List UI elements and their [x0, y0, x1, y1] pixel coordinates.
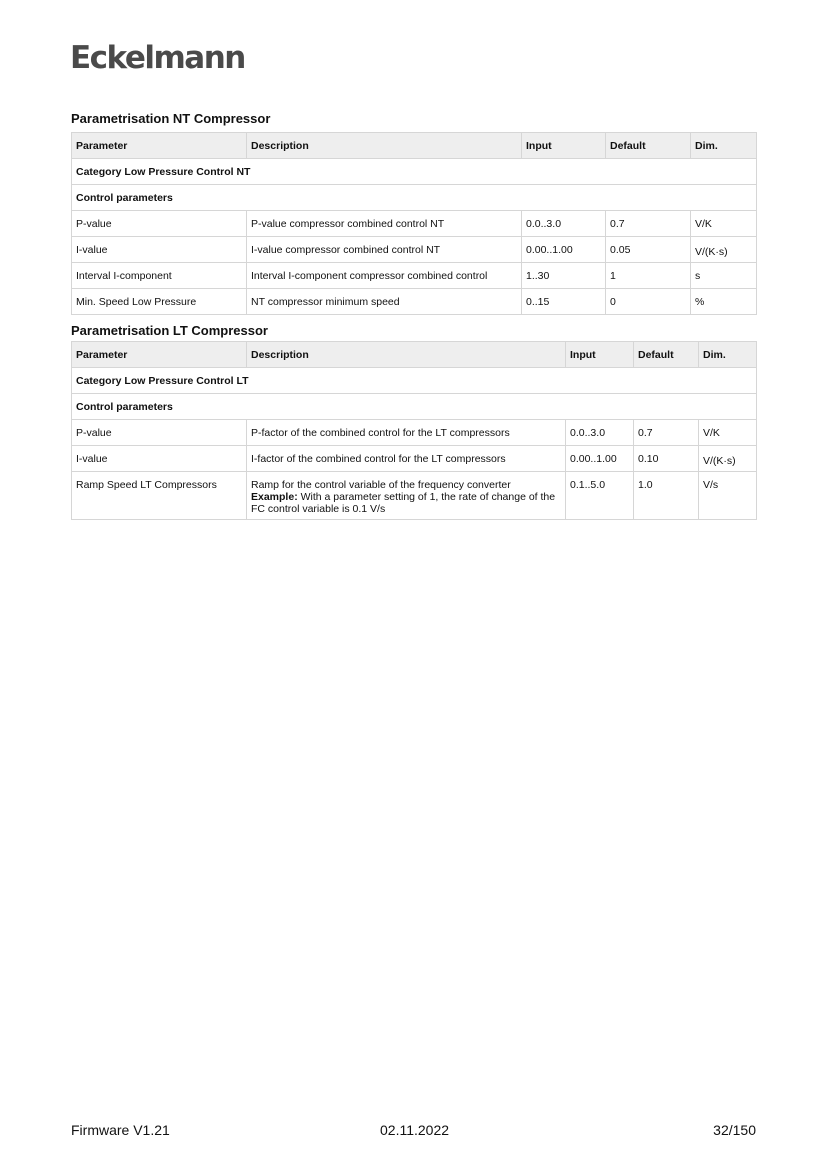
table-row: [72, 472, 757, 520]
cell-dim: V/K: [699, 420, 757, 446]
cell-input: 0.0..3.0: [566, 420, 634, 446]
cell-dim: V/K: [691, 211, 757, 237]
table-header-row: [72, 342, 757, 368]
column-header-default: Default: [606, 133, 691, 159]
footer-page-number: 32/150: [713, 1122, 756, 1138]
column-header-input: Input: [522, 133, 606, 159]
cell-parameter: I-value: [72, 237, 247, 263]
cell-parameter: Min. Speed Low Pressure: [72, 289, 247, 315]
table-row: [72, 446, 757, 472]
footer-date: 02.11.2022: [380, 1122, 450, 1138]
cell-description: P-value compressor combined control NT: [247, 211, 522, 237]
nt-section-title: Parametrisation NT Compressor: [71, 111, 271, 126]
cell-dim: V/(K·s): [699, 446, 757, 472]
subcategory-row: [72, 394, 757, 420]
cell-description: I-value compressor combined control NT: [247, 237, 522, 263]
lt-parameter-table: [71, 341, 757, 520]
cell-dim: V/(K·s): [691, 237, 757, 263]
cell-dim: V/s: [699, 472, 757, 520]
footer-firmware: Firmware V1.21: [71, 1122, 170, 1138]
cell-input: 0.00..1.00: [566, 446, 634, 472]
cell-parameter: P-value: [72, 420, 247, 446]
cell-description: NT compressor minimum speed: [247, 289, 522, 315]
category-label: Category Low Pressure Control LT: [72, 368, 757, 394]
cell-default: 0.7: [634, 420, 699, 446]
category-row: [72, 368, 757, 394]
column-header-input: Input: [566, 342, 634, 368]
subcategory-row: [72, 185, 757, 211]
cell-description: [247, 472, 566, 520]
column-header-dim: Dim.: [699, 342, 757, 368]
example-label: Example:: [251, 491, 298, 503]
table-row: [72, 211, 757, 237]
example-text: With a parameter setting of 1, the rate of change of the FC control variable is 0.1 V/s: [251, 491, 556, 515]
column-header-description: Description: [247, 133, 522, 159]
subcategory-label: Control parameters: [72, 394, 757, 420]
column-header-description: Description: [247, 342, 566, 368]
cell-default: 0.05: [606, 237, 691, 263]
cell-parameter: I-value: [72, 446, 247, 472]
cell-input: 0.0..3.0: [522, 211, 606, 237]
cell-description: P-factor of the combined control for the LT compressors: [247, 420, 566, 446]
nt-parameter-table: [71, 132, 757, 315]
column-header-parameter: Parameter: [72, 133, 247, 159]
company-logo: Eckelmann: [70, 40, 245, 76]
table-row: [72, 263, 757, 289]
cell-input: 0.1..5.0: [566, 472, 634, 520]
cell-description: Interval I-component compressor combined control: [247, 263, 522, 289]
cell-description: I-factor of the combined control for the LT compressors: [247, 446, 566, 472]
cell-parameter: Interval I-component: [72, 263, 247, 289]
table-row: [72, 420, 757, 446]
cell-default: 1.0: [634, 472, 699, 520]
category-row: [72, 159, 757, 185]
lt-section-title: Parametrisation LT Compressor: [71, 323, 268, 338]
subcategory-label: Control parameters: [72, 185, 757, 211]
cell-dim: s: [691, 263, 757, 289]
cell-input: 1..30: [522, 263, 606, 289]
cell-parameter: Ramp Speed LT Compressors: [72, 472, 247, 520]
cell-default: 1: [606, 263, 691, 289]
table-row: [72, 289, 757, 315]
table-row: [72, 237, 757, 263]
description-text: Ramp for the control variable of the frequency converter: [251, 479, 511, 491]
cell-default: 0: [606, 289, 691, 315]
column-header-dim: Dim.: [691, 133, 757, 159]
cell-default: 0.10: [634, 446, 699, 472]
cell-default: 0.7: [606, 211, 691, 237]
cell-dim: %: [691, 289, 757, 315]
column-header-default: Default: [634, 342, 699, 368]
table-header-row: [72, 133, 757, 159]
category-label: Category Low Pressure Control NT: [72, 159, 757, 185]
cell-input: 0..15: [522, 289, 606, 315]
column-header-parameter: Parameter: [72, 342, 247, 368]
cell-input: 0.00..1.00: [522, 237, 606, 263]
cell-parameter: P-value: [72, 211, 247, 237]
